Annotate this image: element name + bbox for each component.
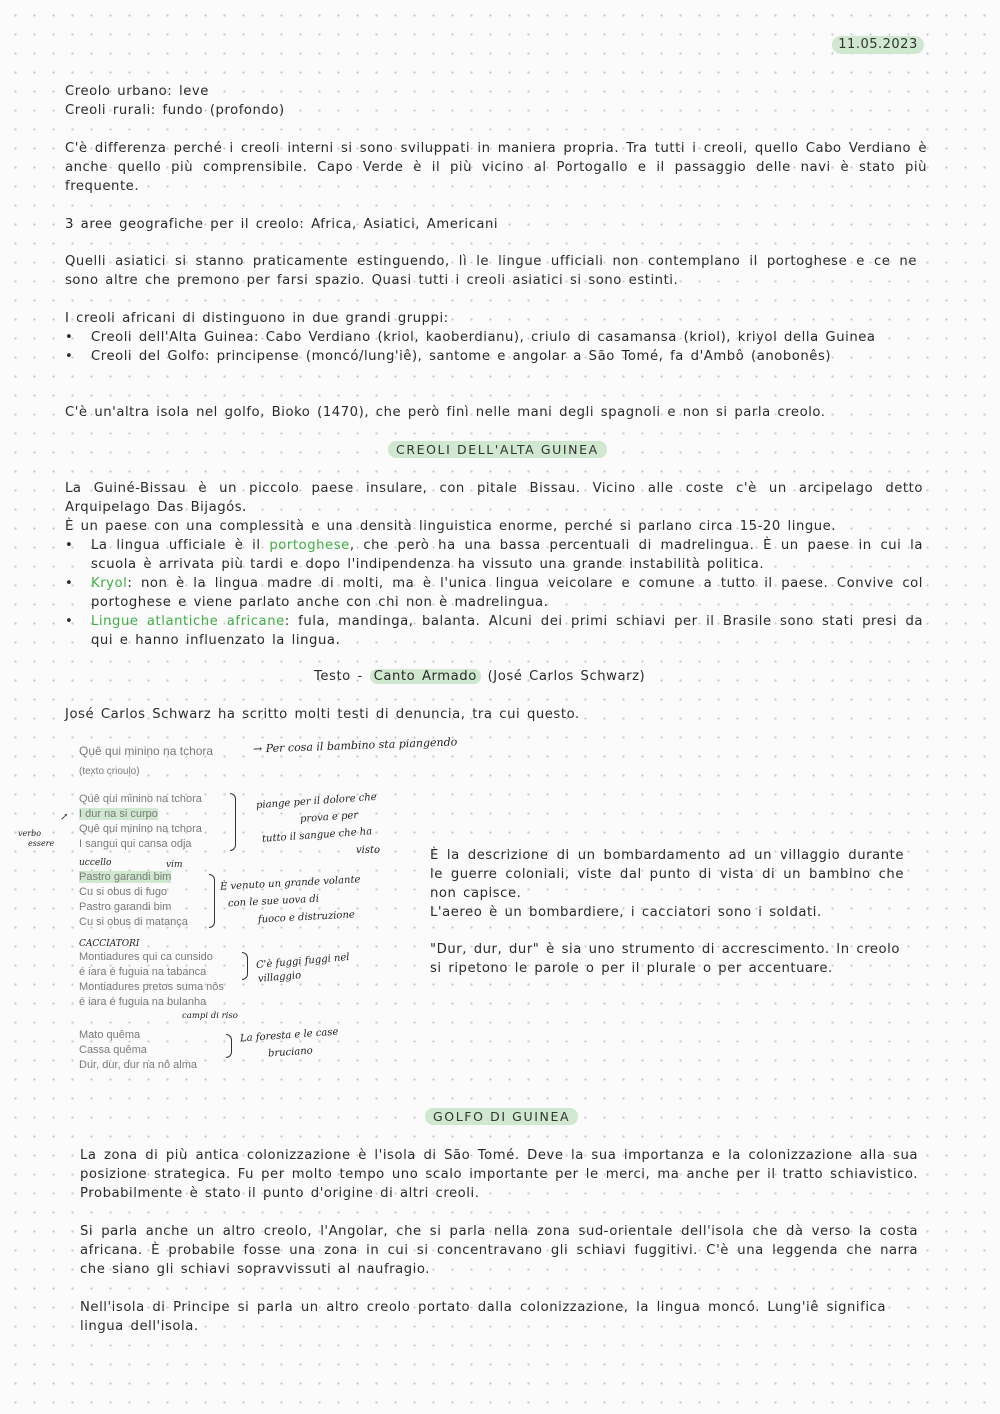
note-campi: campi di riso bbox=[182, 1011, 238, 1021]
note-title: → Per cosa il bambino sta piangendo bbox=[252, 735, 458, 756]
desc-dur: "Dur, dur, dur" è sia uno strumento di accrescimento. In creolo si ripetono le parole o per il plurale o per accentuare. bbox=[430, 942, 900, 976]
desc-bombardamento: È la descrizione di un bombardamento ad un villaggio durante le guerre coloniali, viste dal punto di vista di un bambino che non capisce. bbox=[430, 848, 904, 901]
testo-title: Canto Armado bbox=[370, 669, 481, 684]
paragraph-complessita: È un paese con una complessità e una densità linguistica enorme, perché si parlano circa 15-20 lingue. bbox=[65, 519, 837, 534]
groups-intro: I creoli africani di distinguono in due grandi gruppi: bbox=[65, 311, 449, 326]
paragraph-bioko: C'è un'altra isola nel golfo, Bioko (1470), che però finì nelle mani degli spagnoli e non si parla creolo. bbox=[65, 405, 826, 420]
song-line: Quê qui minino na tchora bbox=[79, 793, 202, 805]
note-uccello: uccello bbox=[79, 858, 112, 868]
term-lingue-atlantiche: Lingue atlantiche africane bbox=[91, 614, 285, 629]
note-stanza-3b: villaggio bbox=[257, 970, 302, 985]
note-stanza-4a: La foresta e le case bbox=[239, 1026, 339, 1045]
paragraph-cabo-verde: C'è differenza perché i creoli interni si sono sviluppati in maniera propria. Tra tutti i creoli, quello Cabo Verdiano è anche quello più comprensibile. Capo Verde è il più vicino al Portogallo e il passaggio delle navi è stato più frequente. bbox=[65, 141, 927, 194]
heading-golfo: GOLFO DI GUINEA bbox=[425, 1108, 578, 1125]
note-stanza-2b: con le sue uova di bbox=[227, 893, 320, 910]
paragraph-principe: Nell'isola di Principe si parla un altro creolo portato dalla colonizzazione, la lingua moncó. Lung'iê significa lingua dell'isola. bbox=[80, 1300, 886, 1334]
song-line-text: I dur na si curpo bbox=[79, 808, 158, 820]
testo-pre: Testo - bbox=[314, 669, 370, 684]
arrow-icon: ↗ bbox=[60, 812, 69, 823]
desc-aereo: L'aereo è un bombardiere, i cacciatori sono i soldati. bbox=[430, 905, 822, 920]
lingue-list bbox=[65, 536, 923, 650]
note-stanza-1a: piange per il dolore che bbox=[255, 791, 378, 812]
group-alta-guinea: • Creoli dell'Alta Guinea: Cabo Verdiano (kriol, kaoberdianu), criulo di casamansa (kriol), kriyol della Guinea bbox=[65, 328, 895, 347]
heading-alta-guinea: CREOLI DELL'ALTA GUINEA bbox=[388, 441, 607, 458]
groups-list bbox=[65, 328, 895, 366]
song-line: Cu si obus di fugo bbox=[79, 886, 168, 898]
paragraph-sao-tome: La zona di più antica colonizzazione è l'isola di São Tomé. Deve la sua importanza e la colonizzazione alla sua posizione strategica. Fu per molto tempo uno scalo importante per le merci, ma anche per il tratto schiavistico. Probabilmente è stato il punto d'origine di altri creoli. bbox=[80, 1148, 918, 1201]
song-line: Mato quêma bbox=[79, 1029, 141, 1041]
note-stanza-2c: fuoco e distruzione bbox=[257, 909, 356, 926]
bullet-portoghese bbox=[65, 536, 923, 574]
brace-stanza-3 bbox=[242, 952, 248, 980]
paragraph-aree: 3 aree geografiche per il creolo: Africa, Asiatici, Americani bbox=[65, 217, 499, 232]
group-golfo: • Creoli del Golfo: principense (moncó/lung'iê), santome e angolar a São Tomé, fa d'Ambô (anobonês) bbox=[65, 347, 895, 366]
song-line-text: Pastro garandi bim bbox=[79, 871, 172, 883]
song-stanza-1 bbox=[79, 792, 202, 852]
paragraph-guine-bissau: La Guiné-Bissau è un piccolo paese insulare, con pitale Bissau. Vicino alle coste c'è un arcipelago detto Arquipelago Das Bijagós. bbox=[65, 481, 923, 515]
brace-stanza-1 bbox=[230, 793, 236, 851]
note-cacciatori: CACCIATORI bbox=[79, 939, 140, 949]
song-line: Montiadures pretos suma nôs bbox=[79, 981, 224, 993]
note-stanza-1b: prova e per bbox=[299, 809, 359, 826]
bullet-kryol bbox=[65, 574, 923, 612]
song-line: Quê qui minino na tchora bbox=[79, 823, 202, 835]
song-line: Pastro garandi bim bbox=[79, 901, 172, 913]
brace-stanza-4 bbox=[226, 1034, 232, 1058]
song-line bbox=[79, 870, 188, 885]
bullet-kryol-post: : non è la lingua madre di molti, ma è l'unica lingua veicolare e comune a tutto il paese. Convive col portoghese e viene parlato anche con chi non è madrelingua. bbox=[91, 576, 923, 610]
note-essere: essere bbox=[28, 839, 55, 848]
note-stanza-4b: bruciano bbox=[267, 1045, 314, 1060]
bullet-lingue-post: : fula, mandinga, balanta. Alcuni dei primi schiavi per il Brasile sono stati presi da qui e hanno influenzato la lingua. bbox=[91, 614, 923, 648]
testo-author: (José Carlos Schwarz) bbox=[480, 669, 646, 684]
song-line: Cu si obus di matança bbox=[79, 916, 188, 928]
testo-heading bbox=[314, 667, 645, 686]
term-kryol: Kryol bbox=[91, 576, 128, 591]
note-stanza-3a: C'è fuggi fuggi nel bbox=[255, 951, 350, 972]
song-line: Montiadures qui ca cunsido bbox=[79, 951, 213, 963]
brace-stanza-2 bbox=[209, 874, 215, 928]
bullet-lingue-atlantiche bbox=[65, 612, 923, 650]
song-line: Dur, dur, dur na nô alma bbox=[79, 1059, 198, 1071]
song-stanza-2 bbox=[79, 870, 188, 930]
song-title: Quê qui minino na tchora bbox=[79, 744, 214, 758]
date-badge: 11.05.2023 bbox=[832, 36, 924, 54]
intro-line-1: Creolo urbano: leve bbox=[65, 84, 209, 99]
song-line: é iara é fuguia na bulanha bbox=[79, 996, 207, 1008]
note-stanza-2a: È venuto un grande volante bbox=[219, 874, 361, 893]
song-line bbox=[79, 807, 202, 822]
intro-line-2: Creoli rurali: fundo (profondo) bbox=[65, 103, 285, 118]
note-vim: vim bbox=[166, 860, 183, 870]
paragraph-angolar: Si parla anche un altro creolo, l'Angolar, che si parla nella zona sud-orientale dell'isola che dà verso la costa africana. È probabile fosse una zona in cui si concentravano gli schiavi fuggitivi. C'è una leggenda che narra che siano gli schiavi sopravvissuti al naufragio. bbox=[80, 1224, 918, 1277]
note-stanza-1c: tutto il sangue che ha bbox=[261, 826, 373, 845]
song-stanza-4 bbox=[79, 1028, 197, 1073]
term-portoghese: portoghese bbox=[269, 538, 350, 553]
song-line: é iara é fuguia na tabanca bbox=[79, 966, 207, 978]
song-line: Cassa quêma bbox=[79, 1044, 147, 1056]
song-stanza-3 bbox=[79, 950, 224, 1010]
paragraph-asiatici: Quelli asiatici si stanno praticamente estinguendo, lì le lingue ufficiali non contemplano il portoghese e ce ne sono altre che premono per farsi spazio. Quasi tutti i creoli asiatici si sono estinti. bbox=[65, 254, 917, 288]
song-subtitle: (texto crioulo) bbox=[79, 766, 140, 777]
bullet-portoghese-pre: La lingua ufficiale è il bbox=[91, 538, 270, 553]
note-stanza-1d: visto bbox=[356, 845, 381, 856]
paragraph-schwarz: José Carlos Schwarz ha scritto molti testi di denuncia, tra cui questo. bbox=[65, 707, 580, 722]
note-verbo: verbo bbox=[18, 829, 42, 838]
bullet-portoghese-post: , che però ha una bassa percentuali di madrelingua. È un paese in cui la scuola è arrivata più tardi e dopo l'indipendenza ha vissuto una grande instabilità politica. bbox=[91, 538, 923, 572]
song-line: I sangui qui cansa odja bbox=[79, 838, 192, 850]
